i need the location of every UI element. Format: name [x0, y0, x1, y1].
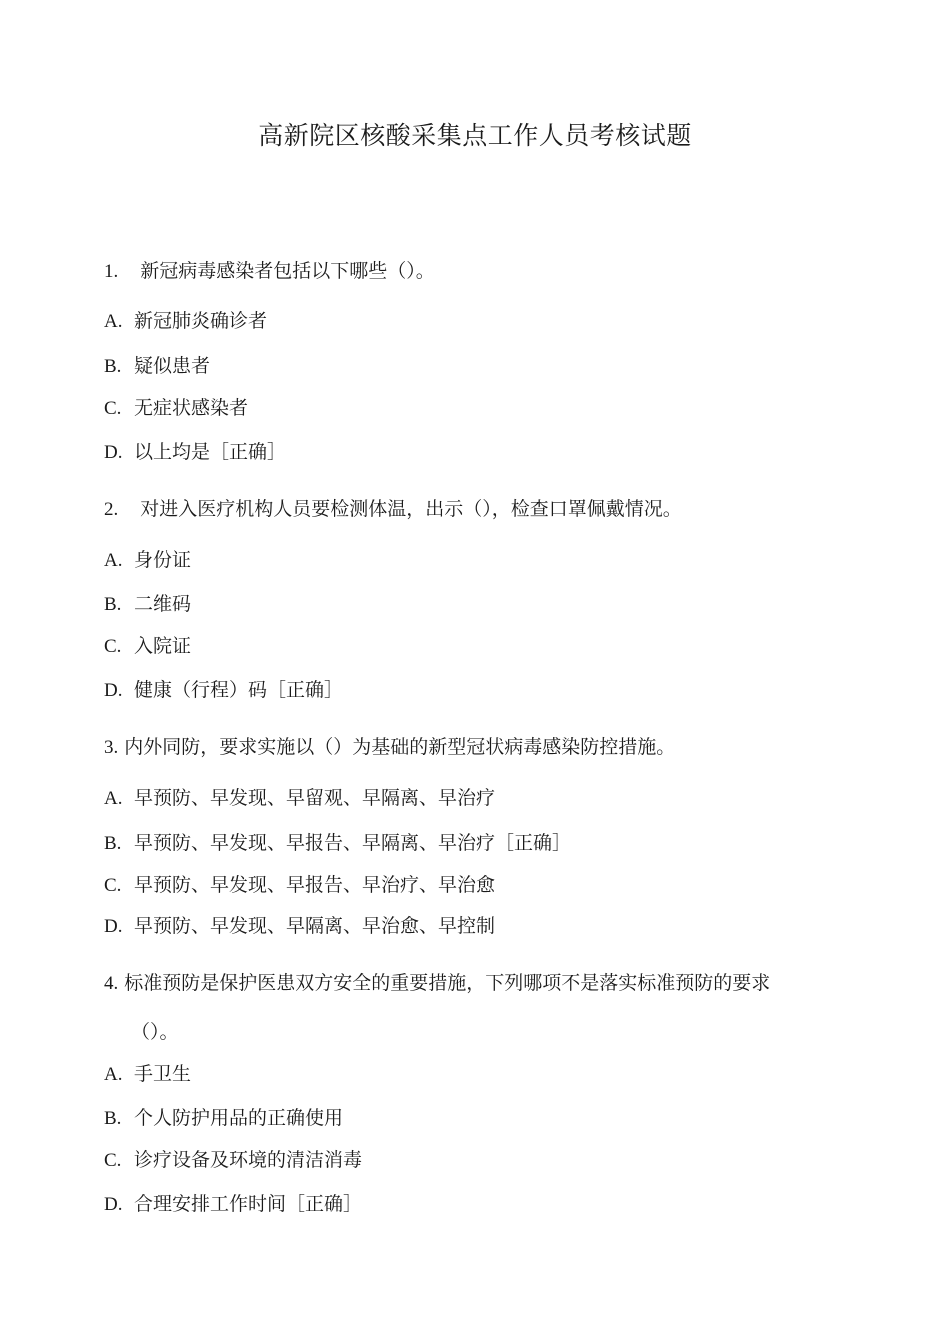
option-letter: A. — [104, 311, 123, 332]
question-2-option-c — [104, 633, 191, 660]
question-2-option-a — [104, 547, 191, 574]
question-text: 对进入医疗机构人员要检测体温，出示（），检查口罩佩戴情况。 — [140, 498, 682, 520]
question-1-option-d — [104, 439, 286, 466]
option-letter: C. — [104, 875, 122, 896]
option-text: 二维码 — [134, 593, 192, 615]
option-letter: D. — [104, 916, 123, 937]
option-text: 早预防、早发现、早留观、早隔离、早治疗 — [134, 787, 496, 809]
option-text: 身份证 — [134, 549, 192, 571]
option-letter: D. — [104, 1194, 123, 1215]
option-letter: A. — [104, 788, 123, 809]
option-letter: A. — [104, 550, 123, 571]
option-letter: B. — [104, 594, 122, 615]
option-letter: C. — [104, 1150, 122, 1171]
option-letter: D. — [104, 680, 123, 701]
option-text: 疑似患者 — [134, 355, 211, 377]
option-text: 早预防、早发现、早报告、早治疗、早治愈 — [134, 874, 496, 896]
option-text: 入院证 — [134, 635, 192, 657]
option-text: 无症状感染者 — [134, 397, 249, 419]
question-1-option-a — [104, 308, 267, 335]
option-letter: C. — [104, 636, 122, 657]
question-2-option-b — [104, 591, 191, 618]
option-text: 早预防、早发现、早隔离、早治愈、早控制 — [134, 915, 496, 937]
question-text: 标准预防是保护医患双方安全的重要措施，下列哪项不是落实标准预防的要求 — [124, 972, 771, 994]
question-3-option-c — [104, 872, 495, 899]
question-number: 4. — [104, 973, 119, 994]
question-1-option-c — [104, 395, 248, 422]
question-3-option-a — [104, 785, 495, 812]
question-4-option-d — [104, 1191, 362, 1218]
option-text: 诊疗设备及环境的清洁消毒 — [134, 1149, 363, 1171]
question-4-stem — [104, 959, 834, 1057]
question-text-continued: （）。 — [131, 1021, 179, 1043]
question-number: 1. — [104, 261, 119, 282]
question-3-option-b — [104, 830, 571, 857]
option-letter: A. — [104, 1064, 123, 1085]
option-letter: B. — [104, 356, 122, 377]
question-text: 新冠病毒感染者包括以下哪些（）。 — [140, 260, 435, 282]
option-text: 以上均是［正确］ — [134, 441, 287, 463]
question-3-option-d — [104, 913, 495, 940]
option-text: 新冠肺炎确诊者 — [134, 310, 268, 332]
question-3-stem — [104, 734, 675, 761]
option-letter: C. — [104, 398, 122, 419]
option-letter: D. — [104, 442, 123, 463]
option-text: 个人防护用品的正确使用 — [134, 1107, 344, 1129]
option-text: 手卫生 — [134, 1063, 192, 1085]
question-2-option-d — [104, 677, 343, 704]
question-2-stem — [104, 496, 682, 523]
question-number: 2. — [104, 499, 119, 520]
question-1-option-b — [104, 353, 210, 380]
option-text: 合理安排工作时间［正确］ — [134, 1193, 363, 1215]
question-4-option-b — [104, 1105, 343, 1132]
option-text: 健康（行程）码［正确］ — [134, 679, 344, 701]
page-title: 高新院区核酸采集点工作人员考核试题 — [258, 121, 692, 150]
question-1-stem — [104, 258, 435, 285]
question-number: 3. — [104, 737, 119, 758]
option-letter: B. — [104, 833, 122, 854]
option-text: 早预防、早发现、早报告、早隔离、早治疗［正确］ — [134, 832, 572, 854]
question-4-option-c — [104, 1147, 362, 1174]
question-4-option-a — [104, 1061, 191, 1088]
option-letter: B. — [104, 1108, 122, 1129]
question-text: 内外同防，要求实施以（）为基础的新型冠状病毒感染防控措施。 — [124, 736, 676, 758]
